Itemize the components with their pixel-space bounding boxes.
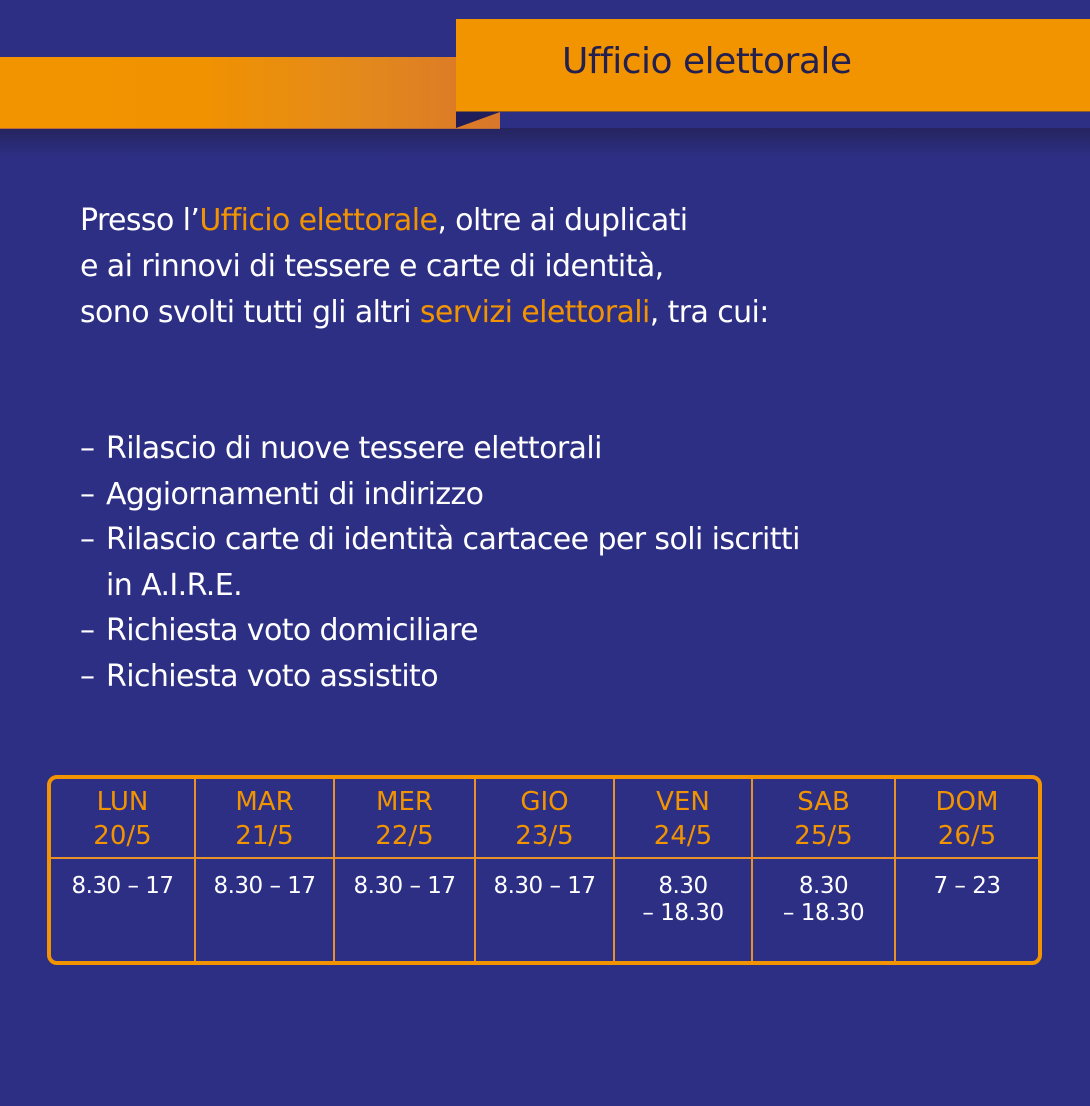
table-header-cell [335, 779, 476, 859]
opening-hours-table [47, 775, 1042, 965]
hours-text: 8.30 – 17 [213, 873, 316, 899]
day-label: DOM [935, 787, 999, 817]
banner-shadow [0, 128, 1090, 158]
hours-text: 8.30 [658, 873, 708, 899]
dash-bullet: – [80, 476, 95, 512]
table-cell-hours [335, 859, 476, 961]
highlight-services: servizi elettorali [419, 295, 650, 330]
banner-ribbon [0, 57, 500, 129]
list-item [80, 654, 800, 700]
date-label: 23/5 [515, 821, 574, 851]
date-label: 26/5 [937, 821, 997, 851]
intro-line-3 [80, 290, 769, 336]
hours-text: – 18.30 [642, 900, 724, 926]
list-item [80, 472, 800, 518]
intro-line-2: e ai rinnovi di tessere e carte di identità, [80, 249, 664, 284]
dash-bullet: – [80, 431, 95, 466]
services-list [80, 426, 800, 700]
hours-text: – 18.30 [782, 900, 865, 926]
page-title: Ufficio elettorale [562, 41, 852, 82]
hours-text: 8.30 – 17 [71, 873, 174, 899]
table-cell-hours [476, 859, 615, 961]
intro-text: , tra cui: [649, 295, 769, 330]
intro-paragraph [80, 198, 769, 336]
table-cell-hours [51, 859, 196, 961]
list-item-text: Richiesta voto assistito [106, 658, 438, 694]
table-cell-hours [196, 859, 335, 961]
hours-text: 8.30 – 17 [493, 873, 596, 899]
highlight-office: Ufficio elettorale [199, 203, 438, 238]
list-item [80, 608, 800, 654]
table-cell-hours [896, 859, 1038, 961]
intro-text: sono svolti tutti gli altri [80, 295, 420, 330]
day-label: GIO [520, 787, 569, 817]
dash-bullet: – [80, 658, 95, 694]
list-item [80, 426, 800, 472]
day-label: SAB [797, 787, 850, 817]
list-item-text: Rilascio carte di identità cartacee per soli iscritti [106, 522, 800, 558]
table-header-cell [615, 779, 753, 859]
date-label: 20/5 [93, 821, 152, 851]
dash-bullet: – [80, 613, 95, 649]
date-label: 25/5 [794, 821, 853, 851]
table-header-cell [896, 779, 1038, 859]
intro-text: , oltre ai duplicati [437, 203, 688, 238]
banner-fold [456, 112, 500, 128]
intro-text: Presso l’ [80, 203, 200, 238]
hours-text: 8.30 – 17 [353, 873, 456, 899]
table-cell-hours [753, 859, 896, 961]
day-label: LUN [96, 787, 149, 817]
intro-line-1 [80, 198, 769, 244]
table-cell-hours [615, 859, 753, 961]
list-item-text: Rilascio di nuove tessere elettorali [106, 431, 602, 466]
table-header-cell [753, 779, 896, 859]
date-label: 24/5 [653, 821, 713, 851]
dash-bullet: – [80, 522, 95, 558]
hours-text: 7 – 23 [933, 873, 1001, 899]
list-item-text: Richiesta voto domiciliare [106, 613, 478, 649]
title-banner [456, 19, 1090, 112]
list-item-text: Aggiornamenti di indirizzo [106, 476, 484, 512]
day-label: MER [376, 787, 433, 817]
day-label: VEN [656, 787, 710, 817]
date-label: 22/5 [375, 821, 434, 851]
hours-text: 8.30 [798, 873, 849, 899]
table-header-cell [196, 779, 335, 859]
day-label: MAR [235, 787, 294, 817]
date-label: 21/5 [235, 821, 294, 851]
table-header-cell [51, 779, 196, 859]
list-item-continuation: in A.I.R.E. [106, 567, 243, 603]
list-item [80, 517, 800, 608]
table-header-cell [476, 779, 615, 859]
